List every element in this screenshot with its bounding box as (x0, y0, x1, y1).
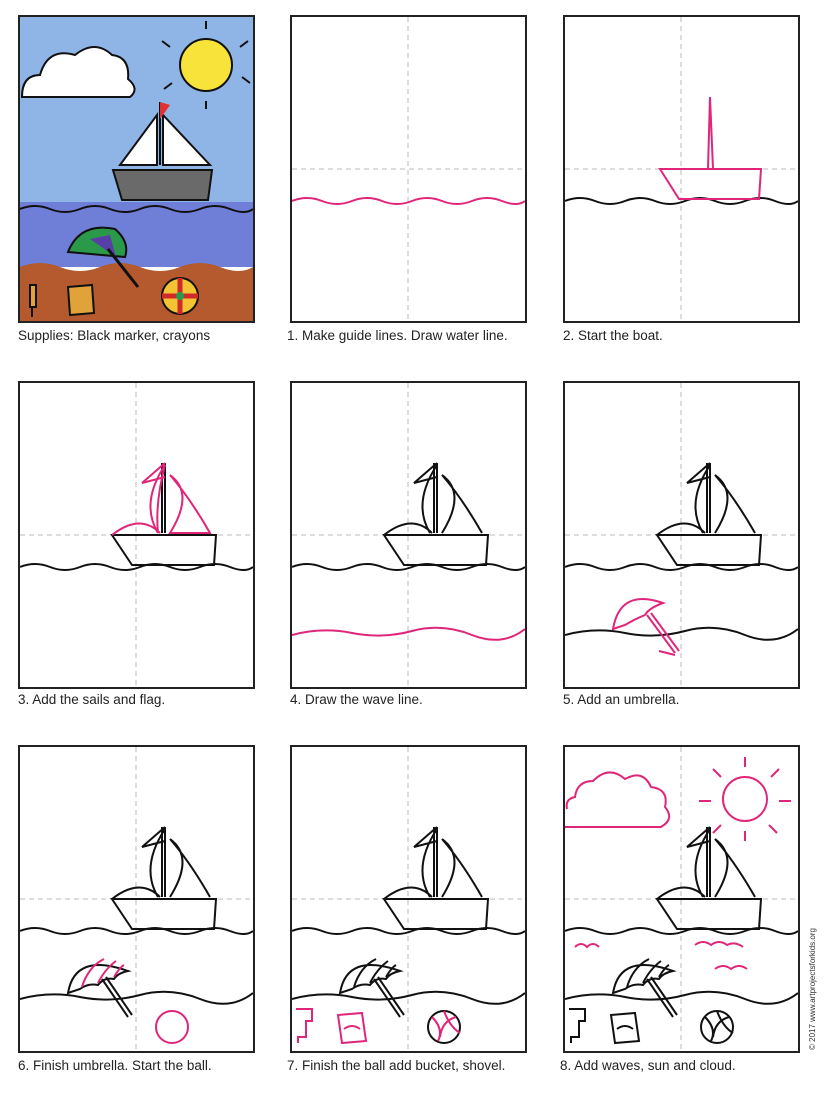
caption-supplies: Supplies: Black marker, crayons (18, 328, 211, 343)
step-3-panel (18, 381, 255, 689)
beach-ball-icon (162, 278, 198, 314)
cloud-icon (565, 772, 669, 827)
sun-icon (699, 757, 791, 841)
bucket-icon (68, 285, 94, 315)
caption-step-2: 2. Start the boat. (563, 328, 663, 343)
step-8-panel (563, 745, 800, 1053)
caption-step-3: 3. Add the sails and flag. (18, 692, 166, 707)
copyright-credit: © 2017 www.artprojectsforkids.org (808, 928, 817, 1050)
step-2-panel (563, 15, 800, 323)
caption-step-1: 1. Make guide lines. Draw water line. (287, 328, 508, 343)
step-6-panel (18, 745, 255, 1053)
step-7-panel (290, 745, 527, 1053)
caption-step-5: 5. Add an umbrella. (563, 692, 680, 707)
caption-step-8: 8. Add waves, sun and cloud. (560, 1058, 736, 1073)
caption-step-6: 6. Finish umbrella. Start the ball. (18, 1058, 212, 1073)
step-1-panel (290, 15, 527, 323)
supplies-finished-drawing (18, 15, 255, 323)
caption-step-7: 7. Finish the ball add bucket, shovel. (287, 1058, 506, 1073)
step-4-panel (290, 381, 527, 689)
caption-step-4: 4. Draw the wave line. (290, 692, 423, 707)
step-5-panel (563, 381, 800, 689)
